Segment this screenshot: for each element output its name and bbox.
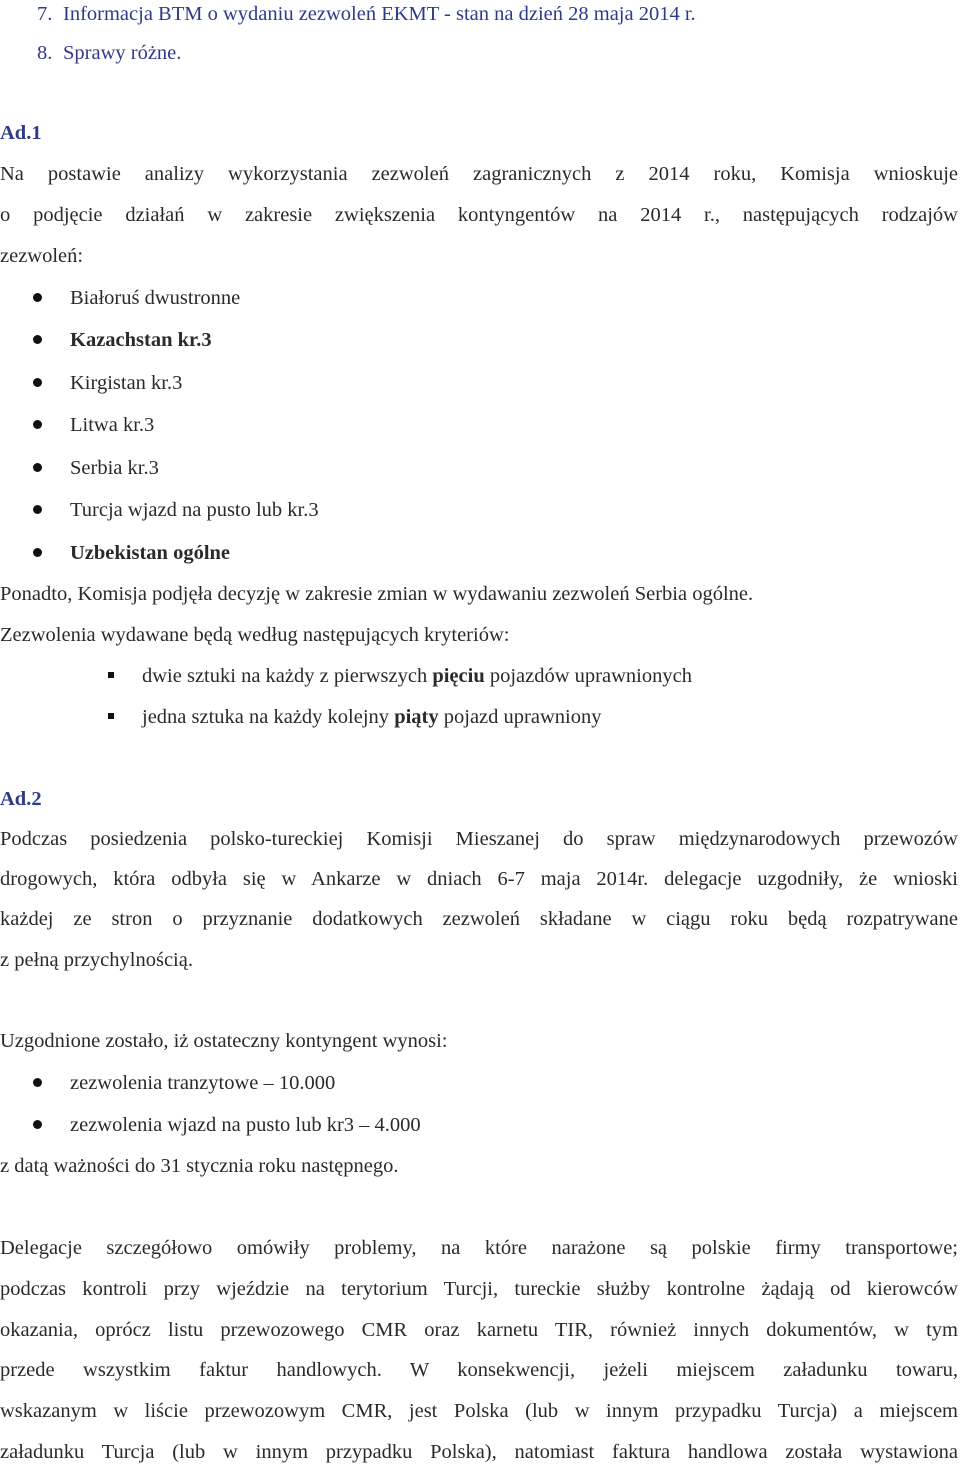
criterion-text: pojazdów uprawnionych	[484, 665, 692, 687]
ad2-paragraph-line: z pełną przychylnością.	[0, 949, 193, 971]
permit-item: Serbia kr.3	[70, 457, 159, 479]
permit-item: Uzbekistan ogólne	[70, 542, 231, 564]
criterion-emphasis: pięciu	[432, 665, 485, 687]
closing-line: wskazanym w liście przewozowym CMR, jest Polska (lub w innym przypadku Turcja) a miejscem	[0, 1400, 958, 1422]
ad2-paragraph-line: drogowych, która odbyła się w Ankarze w dniach 6-7 maja 2014r. delegacje uzgodniły, że wnioski	[0, 868, 958, 890]
closing-line: załadunku Turcja (lub w innym przypadku Polska), natomiast faktura handlowa została wystawiona	[0, 1441, 958, 1463]
ad1-heading: Ad.1	[0, 122, 42, 144]
quota-item: zezwolenia tranzytowe – 10.000	[70, 1072, 336, 1094]
bullet-icon	[33, 505, 42, 514]
closing-line: przede wszystkim faktur handlowych. W konsekwencji, jeżeli miejscem załadunku towaru,	[0, 1359, 958, 1381]
agenda-text: Sprawy różne.	[63, 42, 182, 64]
bullet-icon	[33, 1120, 42, 1129]
bullet-icon	[33, 548, 42, 557]
closing-line: Delegacje szczegółowo omówiły problemy, na które narażone są polskie firmy transportowe;	[0, 1237, 958, 1259]
bullet-icon	[33, 420, 42, 429]
ad2-paragraph-line: Podczas posiedzenia polsko-tureckiej Komisji Mieszanej do spraw międzynarodowych przewozów	[0, 828, 958, 850]
agenda-text: Informacja BTM o wydaniu zezwoleń EKMT - stan na dzień 28 maja 2014 r.	[63, 3, 696, 25]
agenda-item-7	[37, 2, 696, 26]
bullet-icon	[33, 335, 42, 344]
validity-note: z datą ważności do 31 stycznia roku następnego.	[0, 1155, 399, 1177]
agenda-number: 8.	[37, 42, 53, 64]
closing-line: okazania, oprócz listu przewozowego CMR oraz karnetu TIR, również innych dokumentów, w tym	[0, 1319, 958, 1341]
permit-item: Turcja wjazd na pusto lub kr.3	[70, 499, 319, 521]
criterion-item	[142, 664, 692, 688]
permit-item: Białoruś dwustronne	[70, 287, 241, 309]
ad1-intro-line: o podjęcie działań w zakresie zwiększenia kontyngentów na 2014 r., następujących rodzajów	[0, 204, 958, 226]
agenda-number: 7.	[37, 3, 53, 25]
quota-intro: Uzgodnione zostało, iż ostateczny kontyngent wynosi:	[0, 1030, 448, 1052]
ad1-intro-line: Na postawie analizy wykorzystania zezwoleń zagranicznych z 2014 roku, Komisja wnioskuje	[0, 163, 958, 185]
bullet-icon	[33, 378, 42, 387]
criteria-intro: Zezwolenia wydawane będą według następujących kryteriów:	[0, 624, 510, 646]
permit-item: Kirgistan kr.3	[70, 372, 183, 394]
ad1-intro-line: zezwoleń:	[0, 245, 84, 267]
criterion-item	[142, 705, 601, 729]
criterion-text: pojazd uprawniony	[438, 706, 602, 728]
criterion-text: jedna sztuka na każdy kolejny	[142, 706, 395, 728]
ad1-decision: Ponadto, Komisja podjęła decyzję w zakresie zmian w wydawaniu zezwoleń Serbia ogólne.	[0, 583, 754, 605]
square-bullet-icon	[108, 713, 114, 719]
quota-item: zezwolenia wjazd na pusto lub kr3 – 4.000	[70, 1114, 421, 1136]
agenda-item-8	[37, 41, 181, 65]
criterion-emphasis: piąty	[394, 706, 439, 728]
permit-item: Litwa kr.3	[70, 414, 155, 436]
bullet-icon	[33, 1078, 42, 1087]
square-bullet-icon	[108, 672, 114, 678]
permit-item: Kazachstan kr.3	[70, 329, 212, 351]
closing-line: podczas kontroli przy wjeździe na terytorium Turcji, tureckie służby kontrolne żądają od kierowców	[0, 1278, 958, 1300]
ad2-heading: Ad.2	[0, 788, 42, 810]
bullet-icon	[33, 293, 42, 302]
ad2-paragraph-line: każdej ze stron o przyznanie dodatkowych zezwoleń składane w ciągu roku będą rozpatrywane	[0, 908, 958, 930]
criterion-text: dwie sztuki na każdy z pierwszych	[142, 665, 433, 687]
bullet-icon	[33, 463, 42, 472]
